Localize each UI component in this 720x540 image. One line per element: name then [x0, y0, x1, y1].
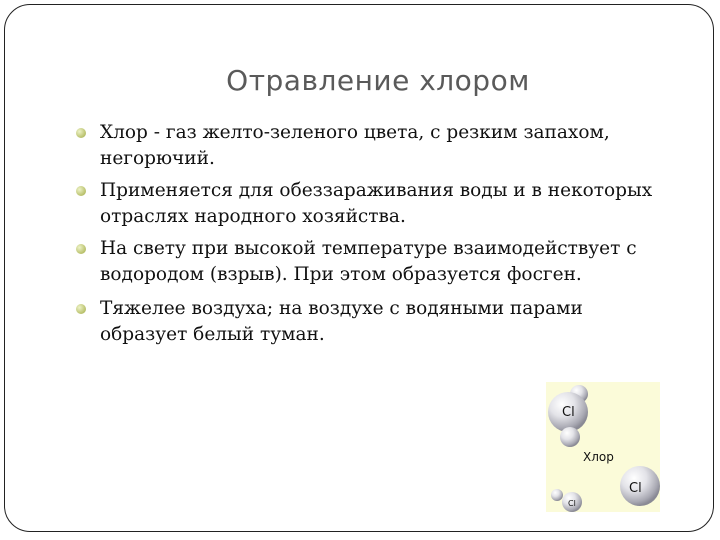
bullet-text-3: На свету при высокой температуре взаимодействует с водородом (взрыв). При этом образуется фосген. [100, 238, 637, 285]
bullet-item-3 [72, 236, 672, 288]
bullet-list [72, 118, 672, 354]
slide-title: Отравление хлором [226, 64, 530, 97]
bullet-item-4 [72, 296, 672, 348]
small-sphere-3 [551, 489, 563, 501]
bullet-item-2 [72, 178, 672, 230]
label-cl-bottom: Cl [629, 481, 642, 496]
bullet-text-2: Применяется для обеззараживания воды и в некоторых отраслях народного хозяйства. [100, 180, 653, 227]
bullet-item-1 [72, 120, 672, 172]
chlorine-molecule-illustration [546, 382, 660, 512]
bullet-circle-icon [76, 128, 86, 138]
small-sphere-2 [560, 427, 580, 447]
bullet-circle-icon [76, 304, 86, 314]
label-cl-small: Cl [568, 499, 576, 508]
bullet-circle-icon [76, 186, 86, 196]
bullet-circle-icon [76, 244, 86, 254]
molecule-svg [546, 382, 660, 512]
label-chlorine: Хлор [583, 450, 614, 464]
bullet-text-4: Тяжелее воздуха; на воздухе с водяными парами образует белый туман. [100, 298, 583, 345]
label-cl-top: Cl [562, 405, 575, 420]
bullet-text-1: Хлор - газ желто-зеленого цвета, с резким запахом, негорючий. [100, 122, 610, 169]
